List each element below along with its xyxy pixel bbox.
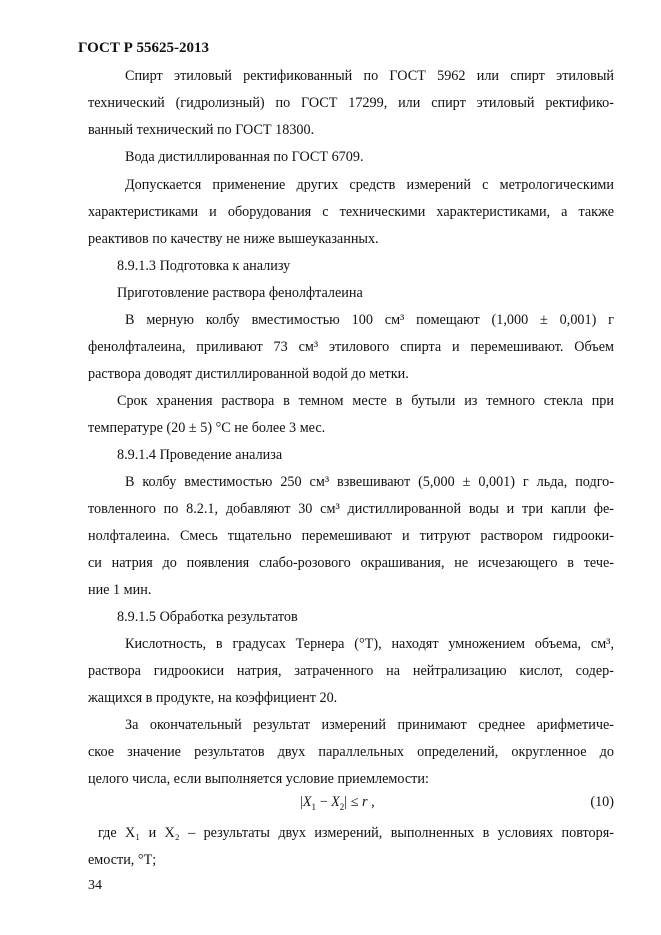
text-line: ванный технический по ГОСТ 18300. — [88, 122, 315, 138]
text-line: Допускается применение других средств измерений с метрологическими — [125, 177, 614, 193]
formula-sub-1: 1 — [311, 801, 317, 812]
text-line: фенолфталеина, приливают 73 см³ этилового спирта и перемешивают. Объем — [88, 339, 614, 355]
text-line: раствора доводят дистиллированной водой до метки. — [88, 366, 409, 382]
text-line: Кислотность, в градусах Тернера (°Т), находят умножением объема, см³, — [125, 636, 614, 652]
text-line: си натрия до появления слабо-розового окрашивания, не исчезающего в тече- — [88, 555, 614, 571]
section-heading: 8.9.1.3 Подготовка к анализу — [117, 258, 291, 274]
text-line: раствора гидроокиси натрия, затраченного на нейтрализацию кислот, содер- — [88, 663, 614, 679]
formula-rest: ≤ r , — [347, 794, 375, 810]
text-line: емости, °Т; — [88, 852, 157, 868]
formula-abs-left: | — [300, 794, 303, 810]
page-number: 34 — [88, 878, 102, 893]
equation-number: (10) — [590, 794, 614, 810]
text-line: Срок хранения раствора в темном месте в бутыли из темного стекла при — [117, 393, 614, 409]
section-heading: 8.9.1.5 Обработка результатов — [117, 609, 298, 625]
section-heading: 8.9.1.4 Проведение анализа — [117, 447, 283, 463]
text-line: реактивов по качеству не ниже вышеуказанных. — [88, 231, 379, 247]
text-line: температуре (20 ± 5) °С не более 3 мес. — [88, 420, 326, 436]
text-line: ское значение результатов двух параллельных определений, округленное до — [88, 744, 614, 760]
formula-abs-right: | — [344, 794, 348, 810]
text-line: товленного по 8.2.1, добавляют 30 см³ дистиллированной воды и три капли фе- — [88, 501, 614, 517]
text-line: В мерную колбу вместимостью 100 см³ помещают (1,000 ± 0,001) г — [125, 312, 614, 328]
text-line: характеристиками и оборудования с техническими характеристиками, а также — [88, 204, 614, 220]
formula-10 — [300, 793, 375, 816]
text-line: нолфталеина. Смесь тщательно перемешивают и титруют раствором гидрооки- — [88, 528, 614, 544]
formula-minus: − — [316, 794, 332, 810]
text-line: В колбу вместимостью 250 см³ взвешивают (5,000 ± 0,001) г льда, подго- — [125, 474, 614, 490]
text-line: целого числа, если выполняется условие приемлемости: — [88, 771, 429, 787]
text-line: жащихся в продукте, на коэффициент 20. — [88, 690, 338, 706]
formula-var-x2: X — [331, 794, 340, 810]
text-line: Спирт этиловый ректификованный по ГОСТ 5962 или спирт этиловый — [125, 68, 614, 84]
subheading: Приготовление раствора фенолфталеина — [117, 285, 363, 301]
document-header: ГОСТ Р 55625-2013 — [78, 40, 210, 56]
text-line: технический (гидролизный) по ГОСТ 17299, или спирт этиловый ректифико- — [88, 95, 614, 111]
text-line: За окончательный результат измерений принимают среднее арифметиче- — [125, 717, 614, 733]
formula-var-x1: X — [302, 794, 312, 810]
text-line: ние 1 мин. — [88, 582, 152, 598]
text-line: где X₁ и X₂ – результаты двух измерений, выполненных в условиях повторя- — [98, 825, 614, 841]
text-line: Вода дистиллированная по ГОСТ 6709. — [125, 149, 364, 165]
formula-sub-2: 2 — [339, 801, 345, 812]
